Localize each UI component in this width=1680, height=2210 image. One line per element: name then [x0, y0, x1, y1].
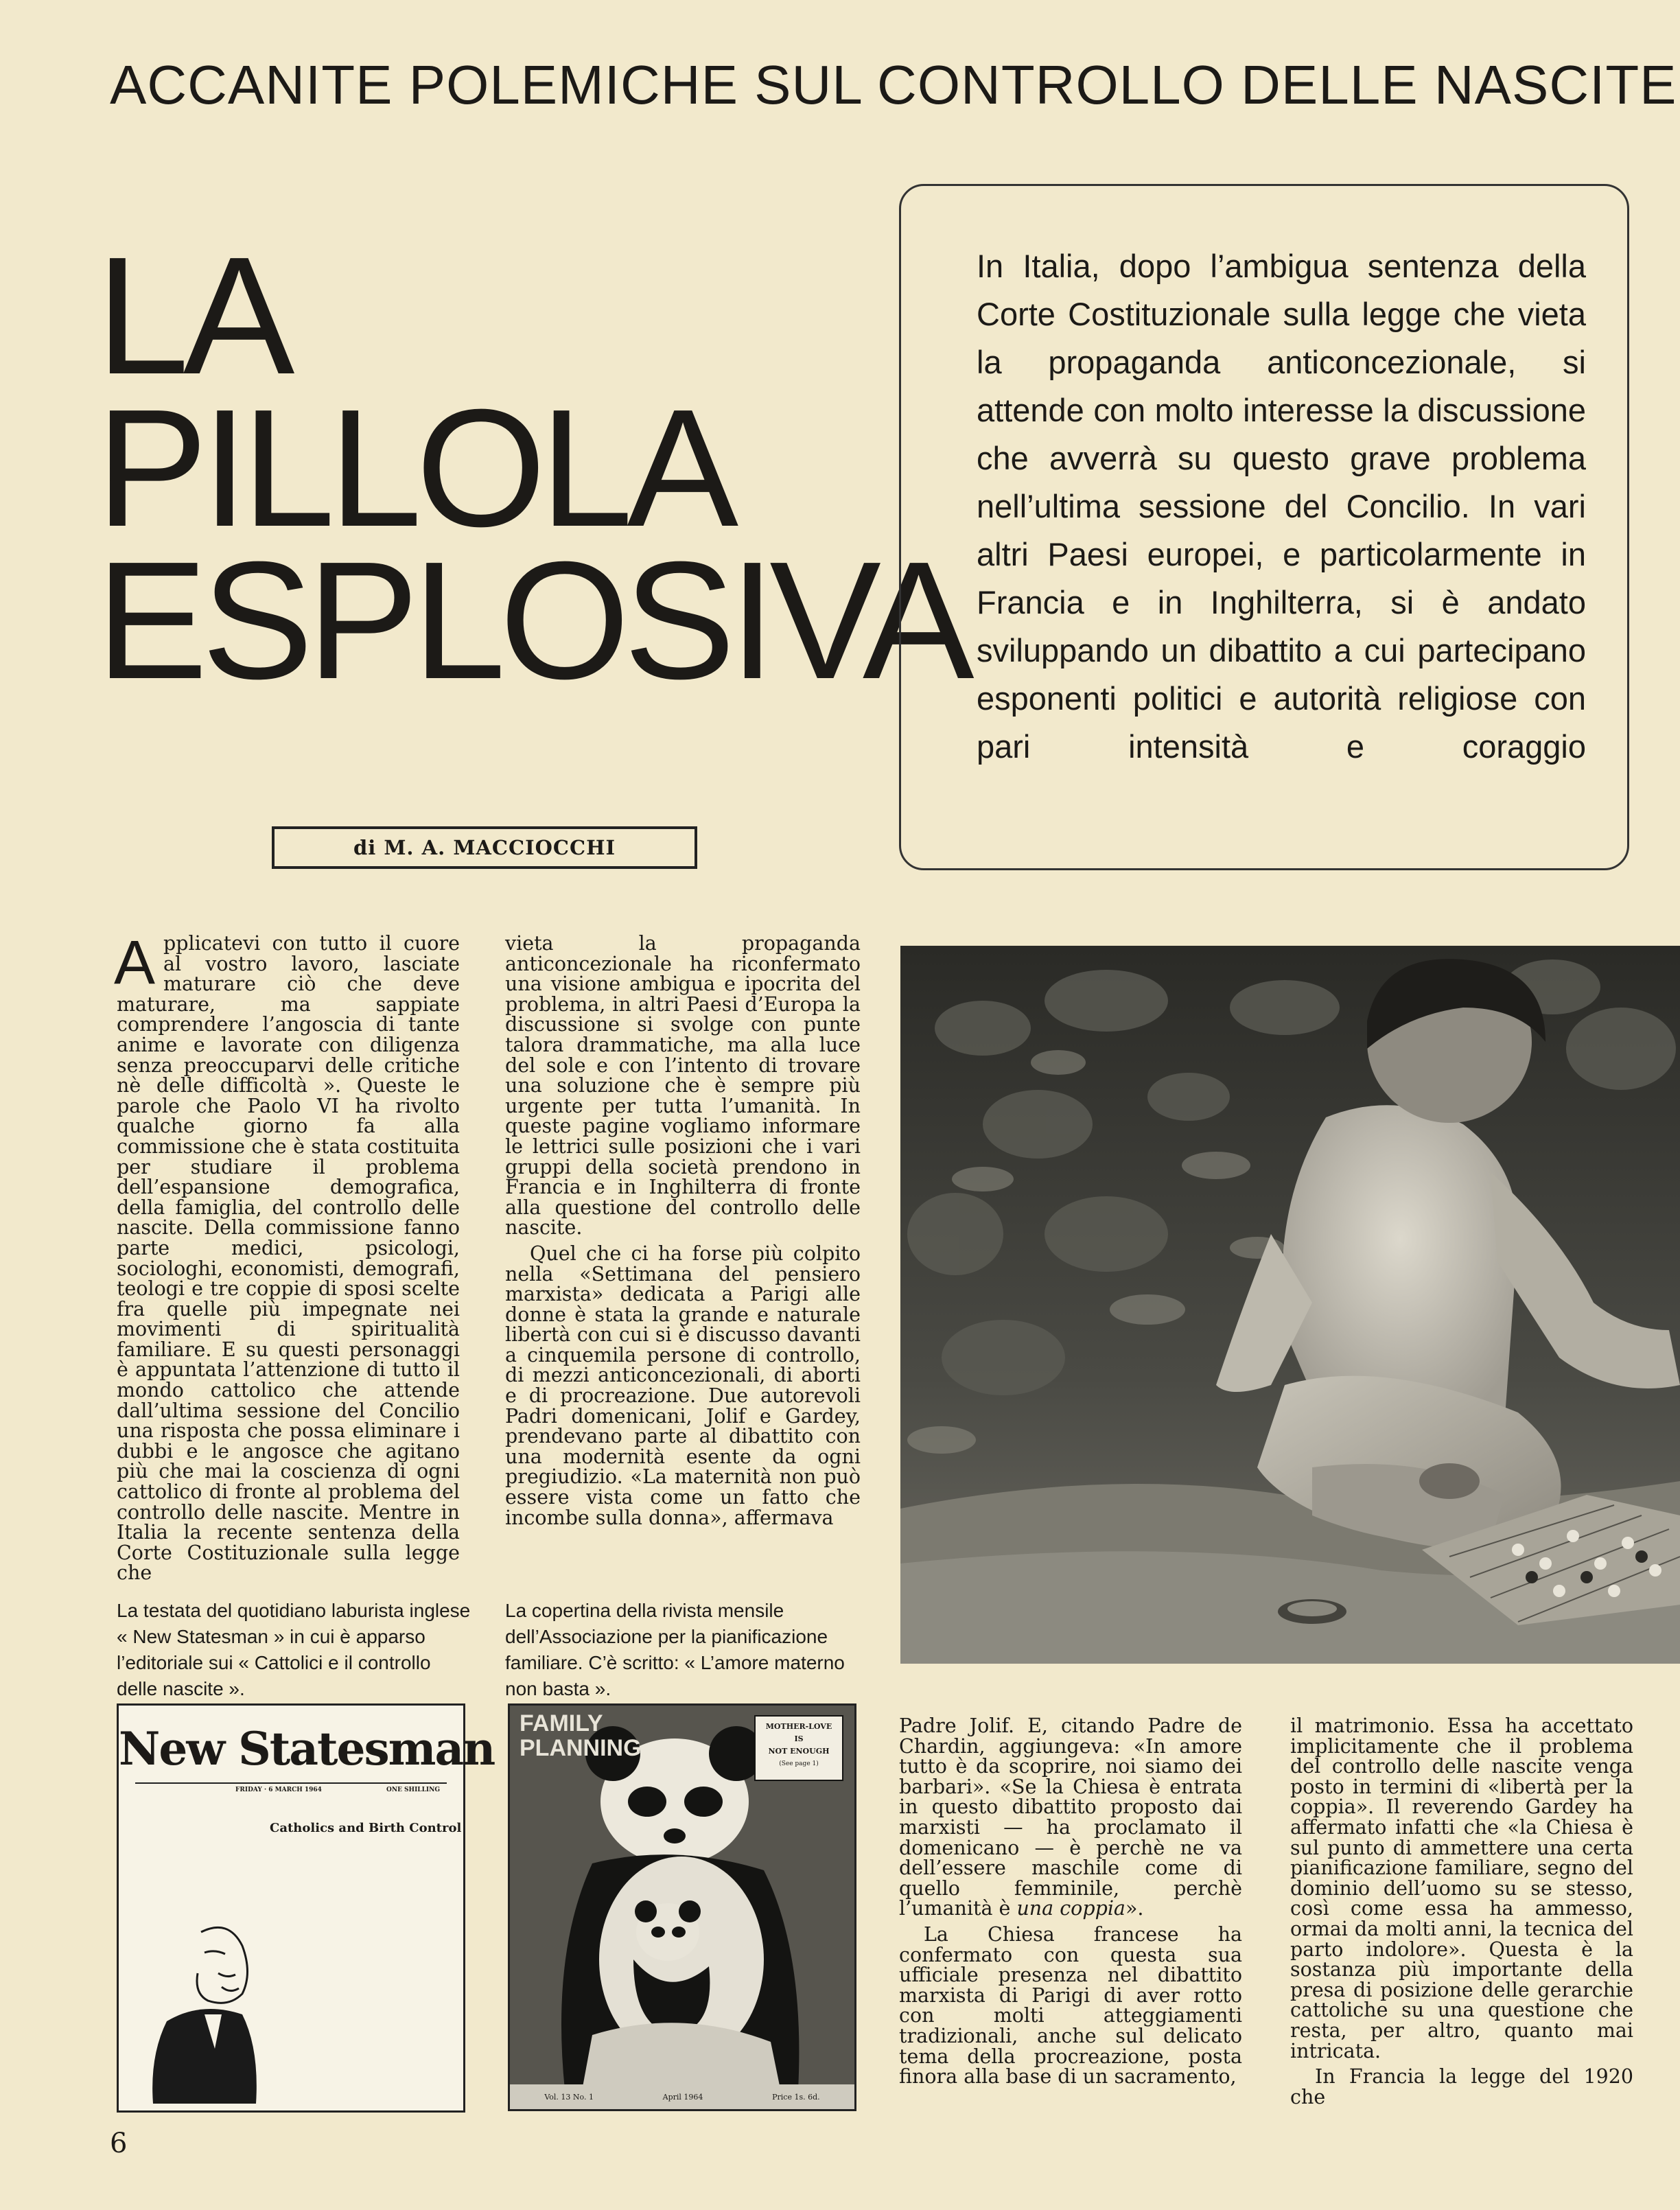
column-4-paragraph-2: In Francia la legge del 1920 che [1290, 2065, 1633, 2108]
page-number: 6 [110, 2128, 128, 2159]
mother-love-badge [754, 1715, 843, 1781]
footer-date: April 1964 [662, 2092, 703, 2102]
new-statesman-masthead: New Statesman [119, 1722, 495, 1776]
byline-text: di M. A. MACCIOCCHI [353, 836, 616, 859]
new-statesman-headline: Catholics and Birth Control [270, 1821, 462, 1835]
caricature-illustration [139, 1911, 277, 2104]
caption-family-planning: La copertina della rivista mensile dell’Associazione per la pianificazione familiare. C’è scritto: « L’amore materno non basta ». [505, 1600, 845, 1699]
masthead-rule [135, 1782, 447, 1784]
badge-line-1: MOTHER-LOVE [765, 1722, 832, 1731]
column-4-paragraph-1: il matrimonio. Essa ha accettato implicitamente che il problema del controllo delle nascite venga posto in termini di «libertà per la coppia». Il reverendo Gardey ha affermato infatti che «la Chiesa è sul punto di ammettere una certa pianificazione familiare, segno del dominio dell’uomo su se stesso, così come essa ha ammesso, ormai da molti anni, la tecnica del parto indolore». Questa è la sostanza più importante della presa di posizione delle gerarchie cattoliche su una questione che resta, per altro, quanto mai intricata. [1290, 1714, 1633, 2062]
column-3-italic: una coppia [1016, 1897, 1125, 1920]
intro-text: In Italia, dopo l’ambigua sentenza della Corte Costituzionale sulla legge che vieta la propaganda anticoncezionale, si attende con molto interesse la discussione che avverrà su questo grave problema nell’ultima sessione del Concilio. In vari altri Paesi europei, e particolarmente in Francia e in Inghilterra, si è andato sviluppando un dibattito a cui partecipano esponenti politici e autorità religiose con pari intensità e coraggio [977, 248, 1586, 765]
column-3-paragraph-2: La Chiesa francese ha confermato con questa sua ufficiale presenza nel dibattito marxista di Parigi di aver rotto con molti atteggiamenti tradizionali, anche sul delicato tema della procreazione, posta finora alla base di un sacramento, [899, 1922, 1242, 2089]
intro-box [899, 184, 1629, 870]
new-statesman-dateline: FRIDAY · 6 MARCH 1964 [235, 1787, 322, 1793]
cover-footer [510, 2084, 854, 2109]
badge-line-2: IS [794, 1734, 804, 1743]
byline [272, 826, 697, 869]
caption-new-statesman: La testata del quotidiano laburista inglese « New Statesman » in cui è apparso l’editoriale sui « Cattolici e il controllo delle nascite ». [117, 1600, 471, 1699]
article-column-1 [114, 929, 460, 1585]
photo-man-playing-board-game [900, 946, 1680, 1664]
footer-volume: Vol. 13 No. 1 [544, 2092, 594, 2102]
footer-price: Price 1s. 6d. [772, 2092, 820, 2102]
column-2-paragraph-1: vieta la propaganda anticoncezionale ha riconfermato una visione ambigua e ipocrita del problema, in altri Paesi d’Europa la discussione si svolge con punte talora drammatiche, ma alla luce del sole e con l’intento di trovare una soluzione che è sempre più urgente per tutta l’umanità. In queste pagine vogliamo informare le lettrici sulle posizioni che i vari gruppi della società prendono in Francia e in Inghilterra di fronte alla questione del controllo delle nascite. [505, 932, 861, 1240]
column-1-text: pplicatevi con tutto il cuore al vostro lavoro, lasciate maturare ciò che deve maturare, ma sappiate comprendere l’angoscia di tante anime e lavorate con diligenza senza preoccuparvi delle critiche nè delle difficoltà ». Queste le parole che Paolo VI ha rivolto qualche giorno fa alla commissione che è stata costituita per studiare il problema dell’espansione demografica, della famiglia, del controllo delle nascite. Della commissione fanno parte medici, psicologi, sociologhi, economisti, demografi, teologi e tre coppie di sposi scelte fra quelle più impegnate nei movimenti di spiritualità familiare. E su questi personaggi è appuntata l’attenzione di tutto il mondo cattolico che attende dall’ultima sessione del Concilio una risposta che possa eliminare i dubbi e le angosce che agitano più che mai la coscienza di ogni cattolico di fronte al problema del controllo delle nascite. Mentre in Italia la recente sentenza della Corte Costituzionale sulla legge che [117, 932, 460, 1585]
column-3-paragraph-1 [899, 1716, 1242, 1919]
masthead-line-1: FAMILY [520, 1710, 603, 1736]
column-3-text-a: Padre Jolif. E, citando Padre de Chardin, aggiungeva: «In amore tutto è da scoprire, noi siamo dei barbari». «Se la Chiesa è entrata in questo dibattito proposto dai marxisti — ha proclamato il domenicano — è perchè ne va dell’essere maschile come di quello femminile, perchè l’umanità è [899, 1714, 1242, 1920]
title-line-1: LA [96, 222, 289, 409]
article-column-3 [899, 1716, 1242, 2087]
kicker-headline: ACCANITE POLEMICHE SUL CONTROLLO DELLE NASCITE [110, 54, 1677, 115]
family-planning-cover-image [508, 1703, 856, 2111]
family-planning-masthead [520, 1711, 642, 1760]
article-column-4 [1290, 1716, 1633, 2107]
column-3-text-b: ». [1125, 1897, 1144, 1920]
new-statesman-cover-image [117, 1703, 495, 2113]
article-column-2 [505, 933, 861, 1528]
badge-line-3: NOT ENOUGH [768, 1747, 830, 1756]
masthead-line-2: PLANNING [520, 1735, 642, 1761]
column-2-paragraph-2: Quel che ci ha forse più colpito nella «Settimana del pensiero marxista» dedicata a Parigi alle donne è stata la grande e naturale libertà con cui si è discusso davanti a cinquemila persone di controllo, di mezzi anticoncezionali, di aborti e di procreazione. Due autorevoli Padri domenicani, Jolif e Gardey, prendevano parte al dibattito con una modernità esente da ogni pregiudizio. «La maternità non può essere vista come un fatto che incombe sulla donna», affermava [505, 1242, 861, 1529]
drop-cap: A [114, 929, 156, 997]
badge-line-4: (See page 1) [779, 1760, 819, 1767]
title-line-3: ESPLOSIVA [96, 526, 968, 714]
title-line-2: PILLOLA [96, 374, 733, 561]
new-statesman-price: ONE SHILLING [386, 1787, 441, 1793]
